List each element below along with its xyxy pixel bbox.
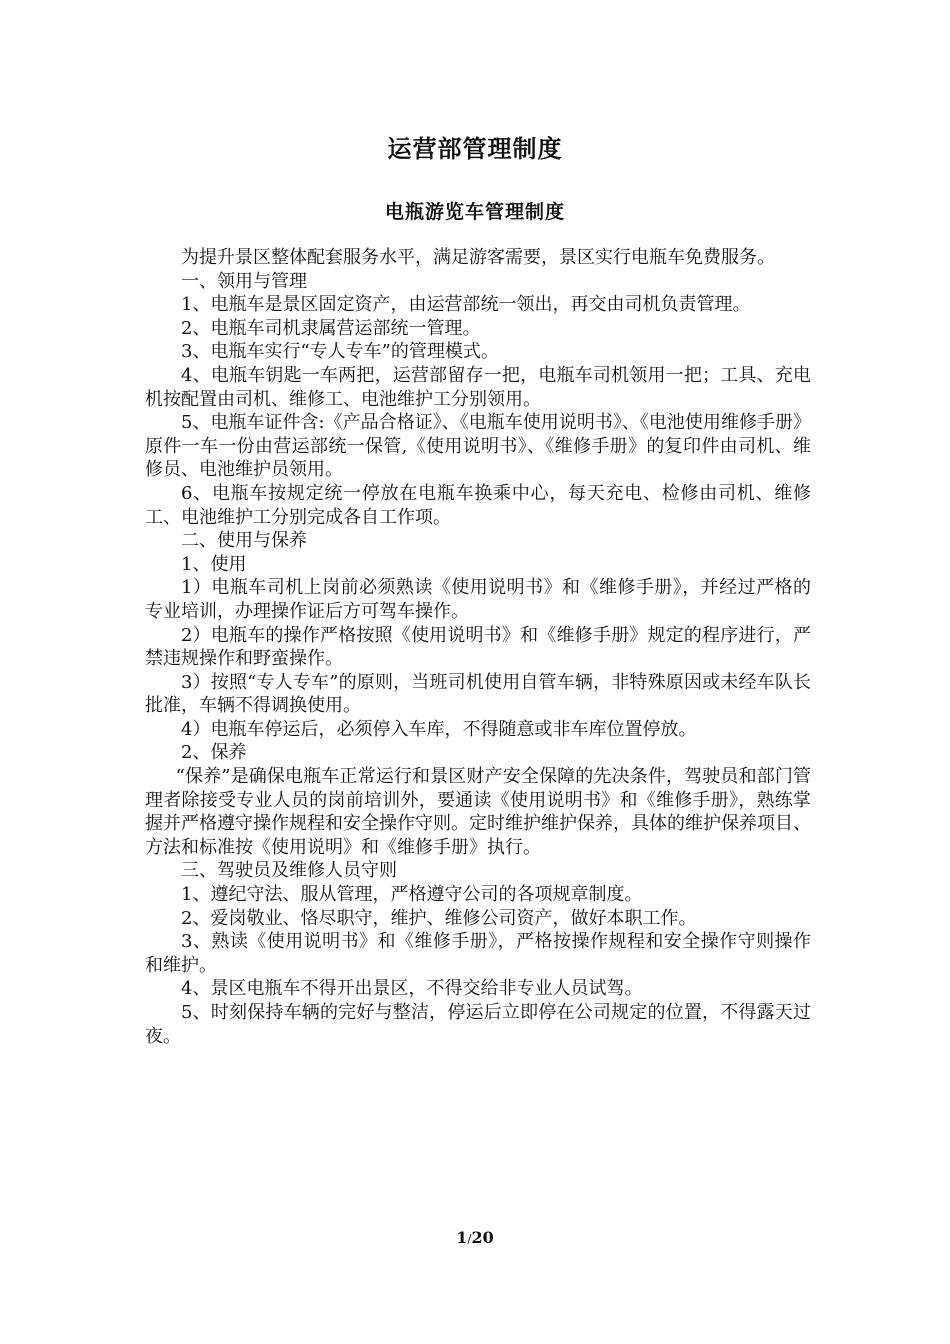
section-heading: 一、领用与管理 <box>181 270 307 292</box>
paragraph: 4）电瓶车停运后，必须停入车库，不得随意或非车库位置停放。 <box>181 718 697 740</box>
page-total: 20 <box>471 1228 494 1247</box>
paragraph: 1）电瓶车司机上岗前必须熟读《使用说明书》和《维修手册》，并经过严格的专业培训，办理操作证后方可驾车操作。 <box>145 577 811 622</box>
paragraph: 6、电瓶车按规定统一停放在电瓶车换乘中心，每天充电、检修由司机、维修工、电池维护工分别完成各自工作项。 <box>145 482 811 528</box>
paragraph: 4、电瓶车钥匙一车两把，运营部留存一把，电瓶车司机领用一把；工具、充电机按配置由司机、维修工、电池维护工分别领用。 <box>145 364 811 410</box>
section-heading: 二、使用与保养 <box>181 530 307 552</box>
page-current: 1 <box>456 1228 468 1247</box>
page-number <box>0 1227 950 1250</box>
paragraph: 1、遵纪守法、服从管理，严格遵守公司的各项规章制度。 <box>181 884 643 906</box>
section-title: 电瓶游览车管理制度 <box>384 201 565 223</box>
document-body <box>145 246 811 1048</box>
paragraph: 5、时刻保持车辆的完好与整洁，停运后立即停在公司规定的位置，不得露天过夜。 <box>145 1002 811 1047</box>
paragraph: 为提升景区整体配套服务水平，满足游客需要，景区实行电瓶车免费服务。 <box>181 247 775 268</box>
paragraph: “保养”是确保电瓶车正常运行和景区财产安全保障的先决条件，驾驶员和部门管理者除接受专业人员的岗前培训外，要通读《使用说明书》和《维修手册》，熟练掌握并严格遵守操作规程和安全操作守则。定时维护维护保养，具体的维护保养项目、方法和标准按《使用说明》和《维修手册》执行。 <box>145 766 811 858</box>
subsection-heading: 2、保养 <box>181 742 247 764</box>
paragraph: 3、熟读《使用说明书》和《维修手册》，严格按操作规程和安全操作守则操作和维护。 <box>145 931 811 976</box>
paragraph: 4、景区电瓶车不得开出景区，不得交给非专业人员试驾。 <box>181 978 643 1000</box>
page-separator: / <box>467 1232 472 1246</box>
paragraph: 3、电瓶车实行“专人专车”的管理模式。 <box>181 341 499 363</box>
paragraph: 5、电瓶车证件含:《产品合格证》、《电瓶车使用说明书》、《电池使用维修手册》原件一车一份由营运部统一保管,《使用说明书》、《维修手册》的复印件由司机、维修员、电池维护员领用。 <box>145 412 811 481</box>
page-title: 运营部管理制度 <box>387 134 563 163</box>
paragraph: 2、爱岗敬业、恪尽职守，维护、维修公司资产，做好本职工作。 <box>181 907 697 929</box>
paragraph: 2）电瓶车的操作严格按照《使用说明书》和《维修手册》规定的程序进行，严禁违规操作和野蛮操作。 <box>145 624 811 670</box>
paragraph: 3）按照“专人专车”的原则，当班司机使用自管车辆，非特殊原因或未经车队长批准，车辆不得调换使用。 <box>145 671 811 717</box>
paragraph: 1、电瓶车是景区固定资产，由运营部统一领出，再交由司机负责管理。 <box>181 294 751 316</box>
section-heading: 三、驾驶员及维修人员守则 <box>181 860 397 882</box>
subsection-heading: 1、使用 <box>181 553 247 575</box>
paragraph: 2、电瓶车司机隶属营运部统一管理。 <box>181 317 481 339</box>
